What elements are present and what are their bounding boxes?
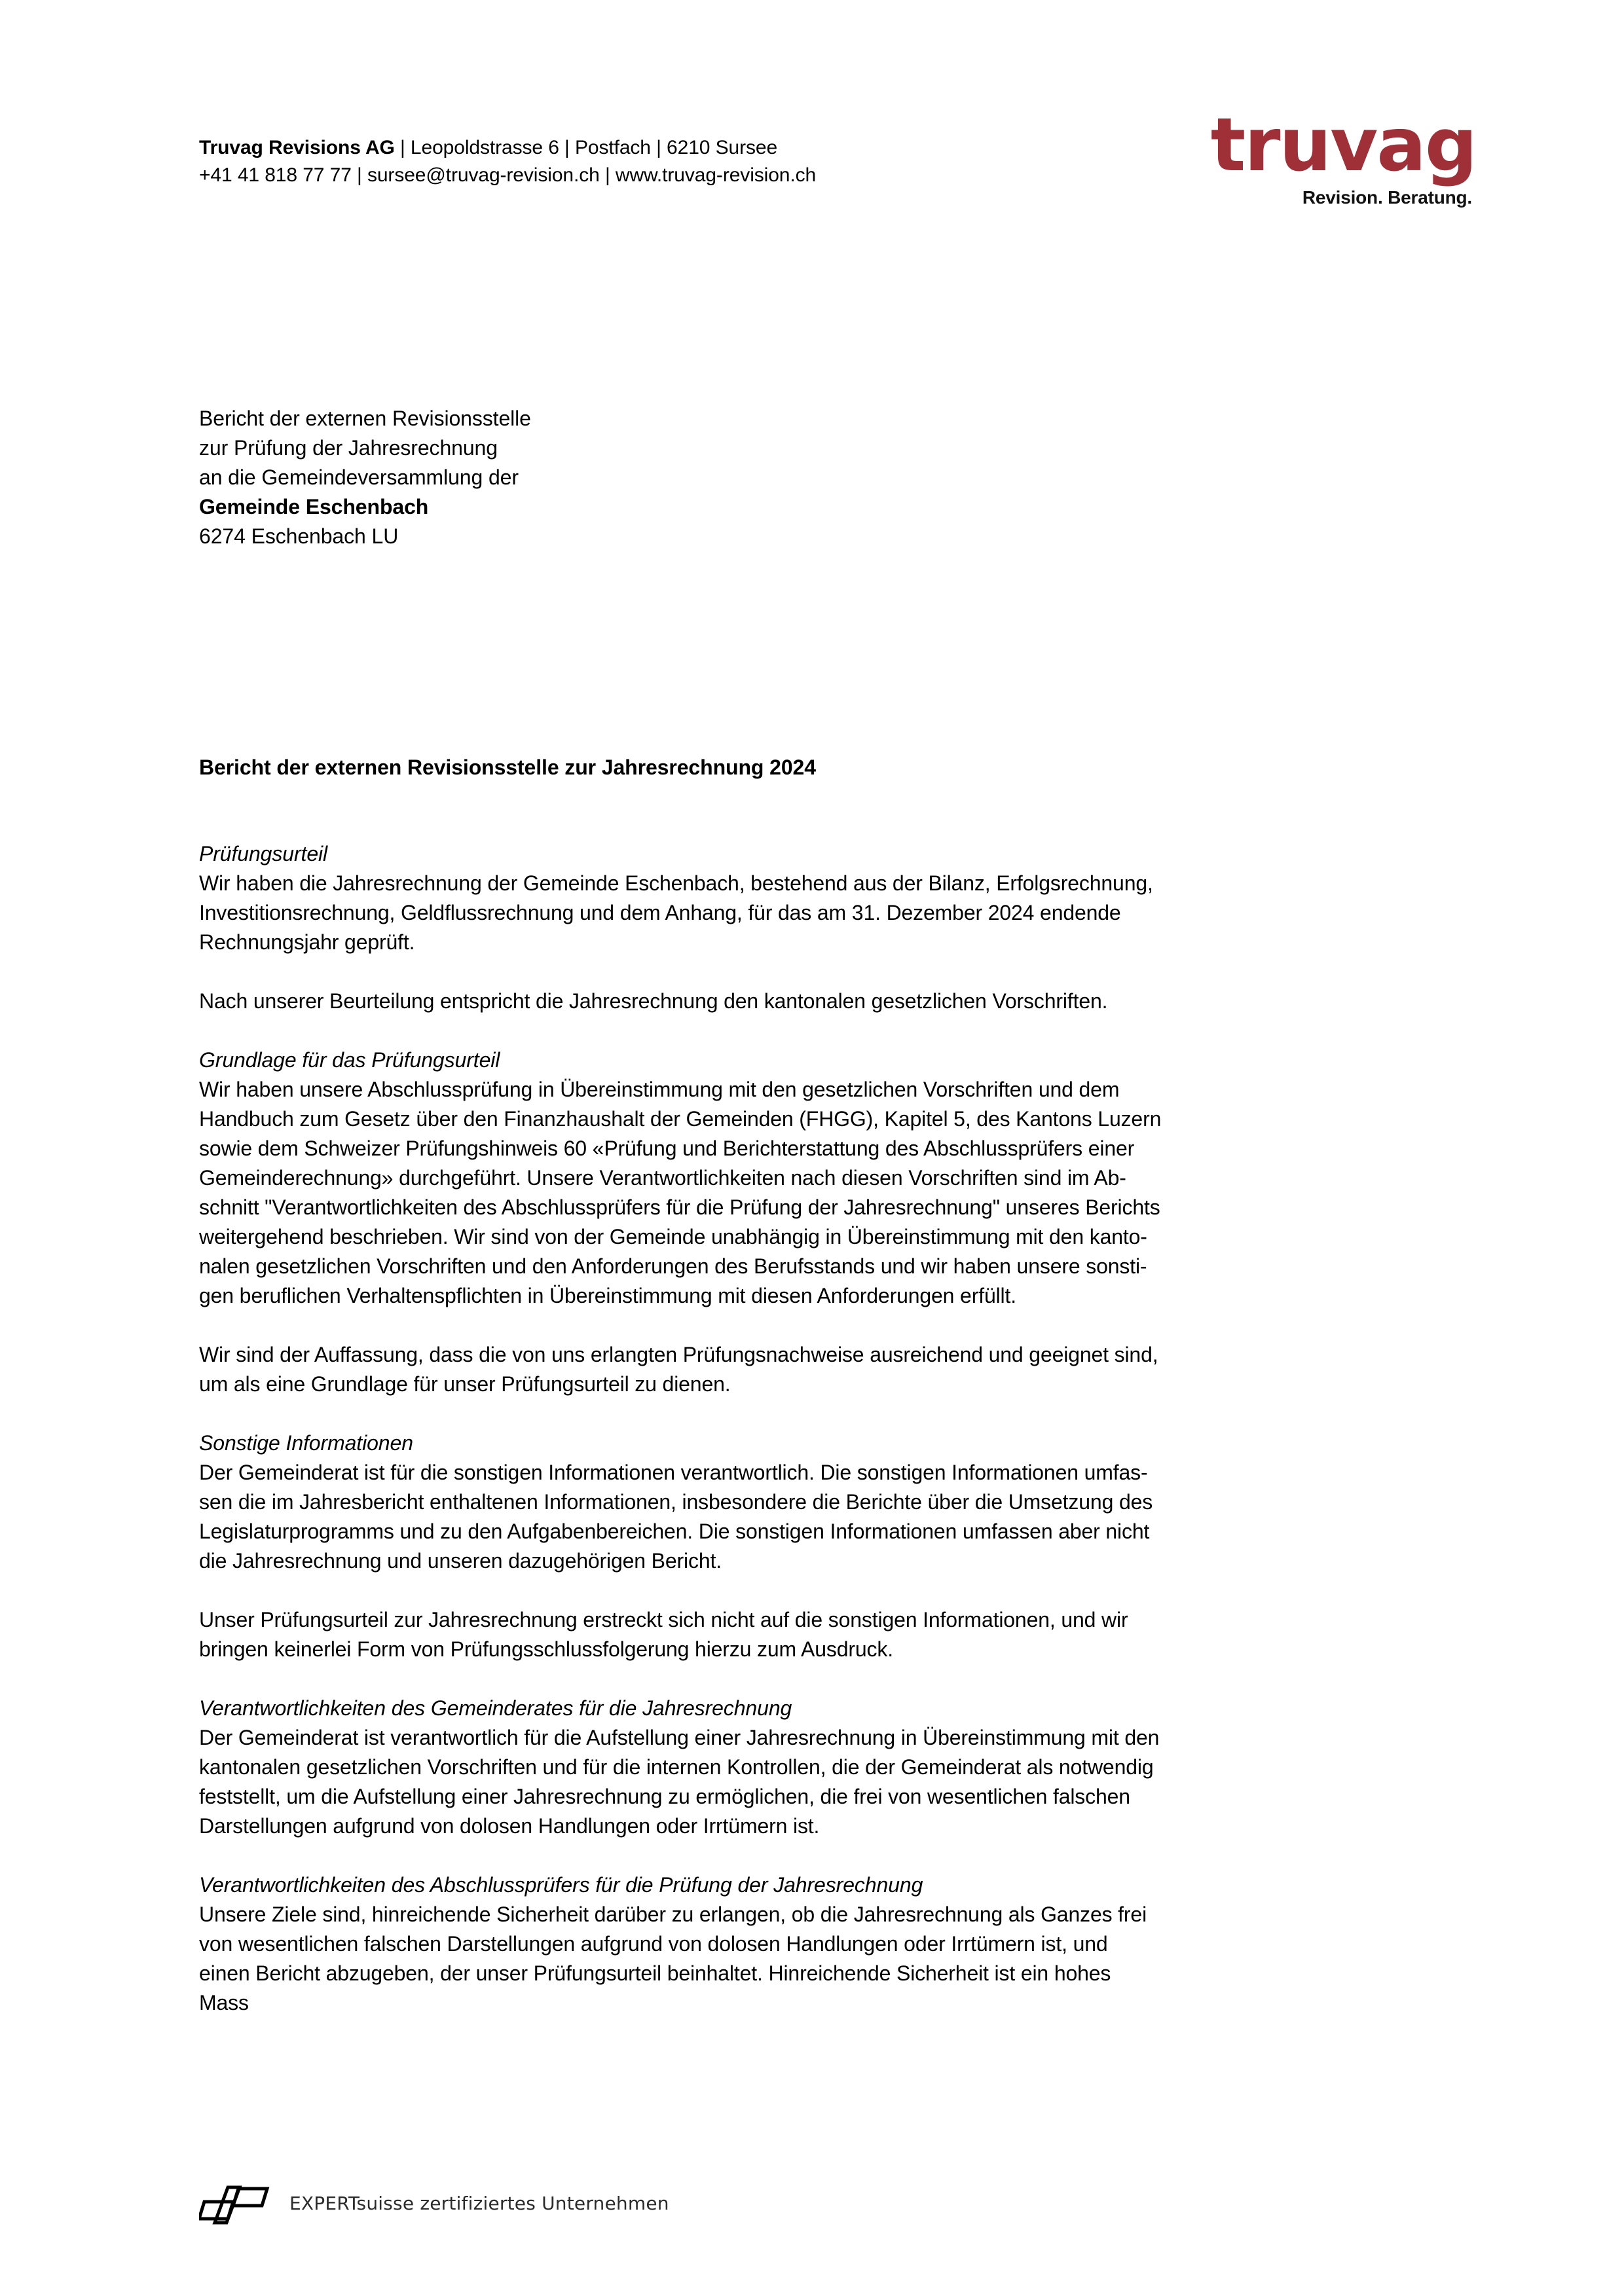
text-line: Nach unserer Beurteilung entspricht die Jahresrechnung den kantonalen gesetzlichen Vorschriften. [199, 989, 1108, 1013]
page-title: Bericht der externen Revisionsstelle zur Jahresrechnung 2024 [199, 756, 816, 779]
expertsuisse-logo-icon [199, 2182, 272, 2225]
section-heading-grundlage: Grundlage für das Prüfungsurteil [199, 1048, 500, 1072]
text-line: feststellt, um die Aufstellung einer Jahresrechnung zu ermöglichen, die frei von wesentlichen falschen [199, 1785, 1130, 1808]
section-heading-verantwortlichkeiten-gemeinderat: Verantwortlichkeiten des Gemeinderates für die Jahresrechnung [199, 1696, 792, 1720]
recipient-line-2: zur Prüfung der Jahresrechnung [199, 436, 498, 460]
text-line: Unsere Ziele sind, hinreichende Sicherheit darüber zu erlangen, ob die Jahresrechnung als Ganzes frei [199, 1903, 1147, 1926]
paragraph-gemeinderat-1 [199, 1723, 1463, 1841]
text-line: Der Gemeinderat ist für die sonstigen Informationen verantwortlich. Die sonstigen Informationen umfas- [199, 1461, 1148, 1484]
text-line: um als eine Grundlage für unser Prüfungsurteil zu dienen. [199, 1372, 731, 1396]
text-line: schnitt "Verantwortlichkeiten des Abschlussprüfers für die Prüfung der Jahresrechnung" unseres Berichts [199, 1195, 1160, 1219]
text-line: Wir sind der Auffassung, dass die von uns erlangten Prüfungsnachweise ausreichend und geeignet sind, [199, 1343, 1158, 1366]
text-line: Mass [199, 1991, 249, 2014]
text-line: sen die im Jahresbericht enthaltenen Informationen, insbesondere die Berichte über die Umsetzung des [199, 1490, 1153, 1514]
text-line: Legislaturprogramms und zu den Aufgabenbereichen. Die sonstigen Informationen umfassen aber nicht [199, 1520, 1150, 1543]
paragraph-sonstige-1 [199, 1458, 1463, 1576]
recipient-address-block [199, 404, 985, 551]
text-line: Wir haben unsere Abschlussprüfung in Übereinstimmung mit den gesetzlichen Vorschriften und dem [199, 1078, 1120, 1101]
paragraph-pruefungsurteil-1 [199, 869, 1463, 957]
recipient-line-1: Bericht der externen Revisionsstelle [199, 407, 531, 430]
truvag-claim-text: Revision. Beratung. [1302, 187, 1472, 208]
text-line: Wir haben die Jahresrechnung der Gemeinde Eschenbach, bestehend aus der Bilanz, Erfolgsrechnung, [199, 871, 1153, 895]
text-line: einen Bericht abzugeben, der unser Prüfungsurteil beinhaltet. Hinreichende Sicherheit ist ein hohes [199, 1961, 1111, 1985]
section-heading-sonstige-informationen: Sonstige Informationen [199, 1431, 413, 1455]
paragraph-sonstige-2 [199, 1605, 1463, 1664]
text-line: die Jahresrechnung und unseren dazugehörigen Bericht. [199, 1549, 722, 1573]
letterhead-contact-line: +41 41 818 77 77 | sursee@truvag-revision.ch | www.truvag-revision.ch [199, 164, 817, 186]
recipient-postal-city: 6274 Eschenbach LU [199, 524, 399, 548]
text-line: von wesentlichen falschen Darstellungen aufgrund von dolosen Handlungen oder Irrtümern ist, und [199, 1932, 1108, 1956]
footer-certification-text: EXPERTsuisse zertifiziertes Unternehmen [289, 2193, 669, 2214]
recipient-municipality: Gemeinde Eschenbach [199, 495, 429, 519]
paragraph-grundlage-1 [199, 1075, 1463, 1311]
paragraph-pruefungsurteil-2 [199, 987, 1463, 1016]
text-line: Rechnungsjahr geprüft. [199, 930, 415, 954]
text-line: Der Gemeinderat ist verantwortlich für die Aufstellung einer Jahresrechnung in Übereinstimmung mit den [199, 1726, 1160, 1749]
letterhead-company-name: Truvag Revisions AG [199, 137, 395, 158]
text-line: gen beruflichen Verhaltenspflichten in Übereinstimmung mit diesen Anforderungen erfüllt. [199, 1284, 1016, 1307]
text-line: kantonalen gesetzlichen Vorschriften und für die internen Kontrollen, die der Gemeinderat als notwendig [199, 1755, 1154, 1779]
section-heading-verantwortlichkeiten-abschlusspruefer: Verantwortlichkeiten des Abschlussprüfers für die Prüfung der Jahresrechnung [199, 1873, 923, 1897]
section-heading-pruefungsurteil: Prüfungsurteil [199, 842, 328, 866]
text-line: Unser Prüfungsurteil zur Jahresrechnung erstreckt sich nicht auf die sonstigen Informationen, und wir [199, 1608, 1128, 1631]
text-line: Darstellungen aufgrund von dolosen Handlungen oder Irrtümern ist. [199, 1814, 820, 1838]
truvag-wordmark-text: truvag [1210, 103, 1476, 188]
letterhead [199, 134, 1129, 189]
letterhead-address-line [199, 134, 1129, 162]
letterhead-address-rest: | Leopoldstrasse 6 | Postfach | 6210 Sursee [394, 137, 778, 158]
footer-certification [199, 2182, 669, 2225]
text-line: sowie dem Schweizer Prüfungshinweis 60 «Prüfung und Berichterstattung des Abschlussprüfers einer [199, 1137, 1135, 1160]
document-body [199, 753, 1463, 2018]
text-line: Gemeinderechnung» durchgeführt. Unsere Verantwortlichkeiten nach diesen Vorschriften sind im Ab- [199, 1166, 1126, 1190]
text-line: Investitionsrechnung, Geldflussrechnung und dem Anhang, für das am 31. Dezember 2024 endende [199, 901, 1121, 924]
recipient-line-3: an die Gemeindeversammlung der [199, 465, 519, 489]
text-line: nalen gesetzlichen Vorschriften und den Anforderungen des Berufsstands und wir haben unsere sonsti- [199, 1254, 1147, 1278]
paragraph-abschlusspruefer-1 [199, 1900, 1463, 2018]
text-line: bringen keinerlei Form von Prüfungsschlussfolgerung hierzu zum Ausdruck. [199, 1637, 893, 1661]
text-line: weitergehend beschrieben. Wir sind von der Gemeinde unabhängig in Übereinstimmung mit den kanto- [199, 1225, 1147, 1248]
truvag-logo [1201, 103, 1476, 210]
paragraph-grundlage-2 [199, 1340, 1463, 1399]
text-line: Handbuch zum Gesetz über den Finanzhaushalt der Gemeinden (FHGG), Kapitel 5, des Kantons Luzern [199, 1107, 1162, 1131]
